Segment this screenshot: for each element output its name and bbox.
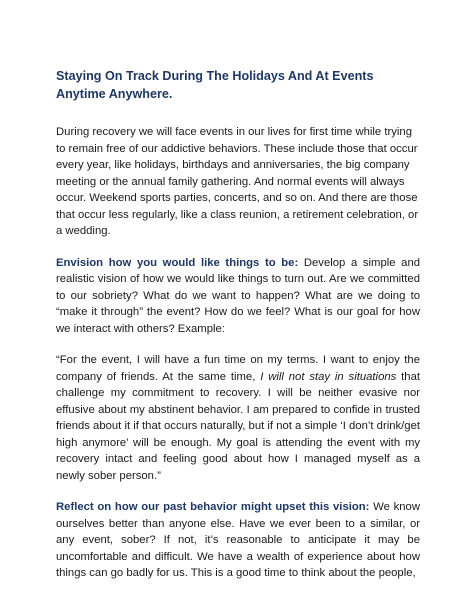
- intro-paragraph: During recovery we will face events in our lives for first time while trying to remain free of our addictive behaviors. These include those that occur every year, like holidays, birthdays and anniversaries, the big company meeting or the annual family gathering. And normal events will always occur. Weekend sports parties, concerts, and so on. And there are those that occur less regularly, like a class reunion, a retirement celebration, or a wedding.: [56, 126, 419, 237]
- reflect-paragraph: [56, 499, 420, 582]
- reflect-body: We know ourselves better than anyone else. Have we ever been to a similar, or any event, sober? If not, it’s reasonable to anticipate it may be uncomfortable and difficult. We have a wealth of experience about how things can go badly for us. This is a good time to think about the people,: [56, 501, 420, 579]
- example-text-part1: “For the event, I will have a fun time on my terms. I want to enjoy the company of friends. At the same time,: [56, 354, 420, 383]
- envision-paragraph: [56, 255, 420, 338]
- envision-body: Develop a simple and realistic vision of how we would like things to turn out. Are we committed to our sobriety? What do we want to happen? What are we doing to “make it through” the event? How do we feel? What is our goal for how we interact with others? Example:: [56, 256, 421, 335]
- example-quote-paragraph: [56, 352, 420, 484]
- document-body: [56, 67, 420, 597]
- reflect-heading: Reflect on how our past behavior might upset this vision:: [56, 501, 370, 513]
- example-text-italic: I will not stay in situations: [260, 370, 397, 383]
- envision-heading: Envision how you would like things to be:: [56, 256, 299, 269]
- example-text-part2: that challenge my commitment to recovery. I will be neither evasive nor effusive about my abstinent behavior. I am prepared to confide in trusted friends about it if that occurs naturally, but if not a simple ‘I don’t drink/get high anymore’ will be enough. My goal is attending the event with my recovery intact and feeling good about how I managed myself as a newly sober person.”: [56, 370, 420, 482]
- document-title: Staying On Track During The Holidays And At Events Anytime Anywhere.: [56, 69, 374, 101]
